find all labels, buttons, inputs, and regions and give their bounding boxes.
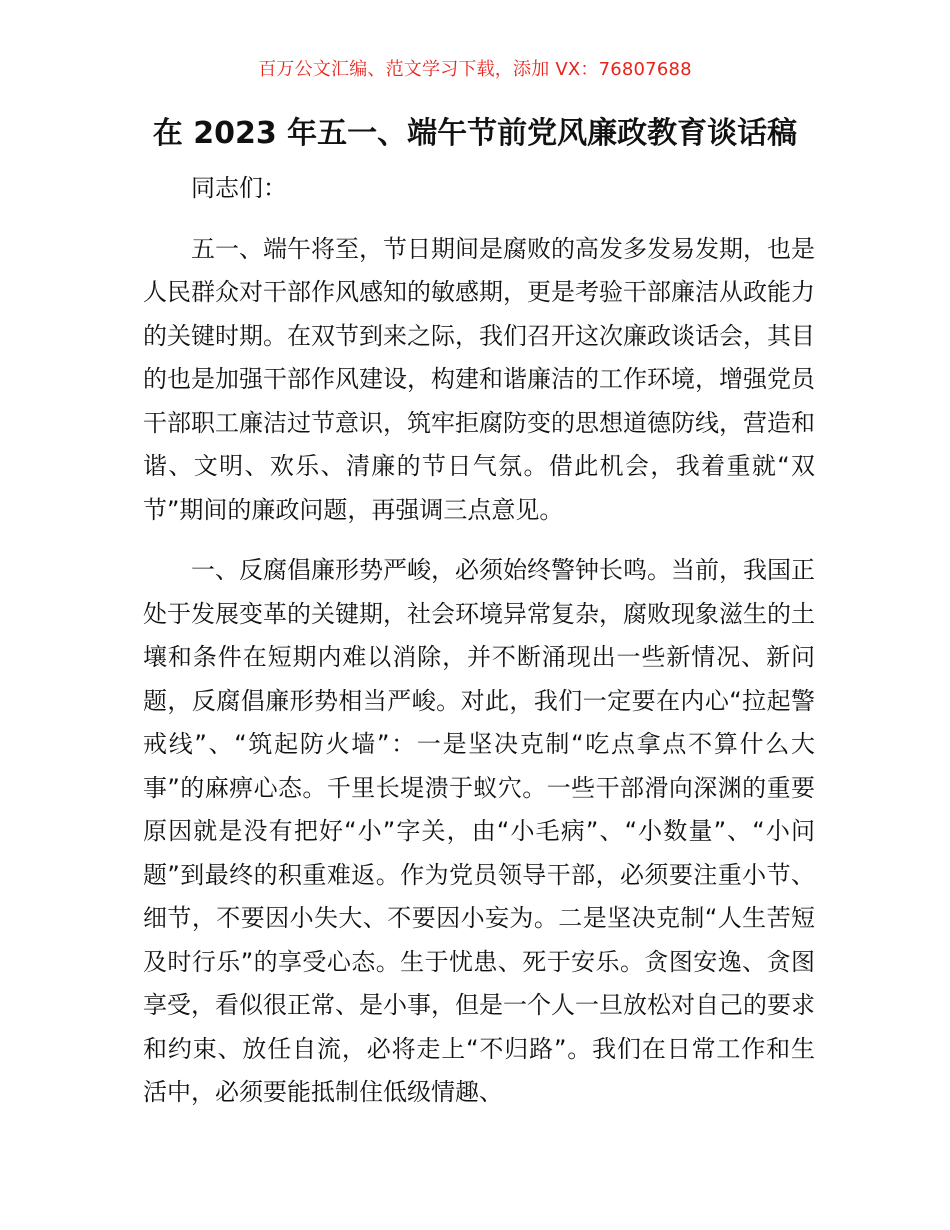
- salutation: 同志们：: [191, 174, 287, 202]
- document-title: 在 2023 年五一、端午节前党风廉政教育谈话稿: [152, 116, 798, 151]
- document-body: [143, 167, 815, 1132]
- body-paragraph-1: 五一、端午将至，节日期间是腐败的高发多发易发期，也是人民群众对干部作风感知的敏感期，更是考验干部廉洁从政能力的关键时期。在双节到来之际，我们召开这次廉政谈话会，其目的也是加强干部作风建设，构建和谐廉洁的工作环境，增强党员干部职工廉洁过节意识，筑牢拒腐防变的思想道德防线，营造和谐、文明、欢乐、清廉的节日气氛。借此机会，我着重就“双节”期间的廉政问题，再强调三点意见。: [143, 234, 815, 524]
- body-paragraph-2: 一、反腐倡廉形势严峻，必须始终警钟长鸣。当前，我国正处于发展变革的关键期，社会环境异常复杂，腐败现象滋生的土壤和条件在短期内难以消除，并不断涌现出一些新情况、新问题，反腐倡廉形势相当严峻。对此，我们一定要在内心“拉起警戒线”、“筑起防火墙”：一是坚决克制“吃点拿点不算什么大事”的麻痹心态。千里长堤溃于蚁穴。一些干部滑向深渊的重要原因就是没有把好“小”字关，由“小毛病”、“小数量”、“小问题”到最终的积重难返。作为党员领导干部，必须要注重小节、细节，不要因小失大、不要因小妄为。二是坚决克制“人生苦短及时行乐”的享受心态。生于忧患、死于安乐。贪图安逸、贪图享受，看似很正常、是小事，但是一个人一旦放松对自己的要求和约束、放任自流，必将走上“不归路”。我们在日常工作和生活中，必须要能抵制住低级情趣、: [143, 556, 815, 1106]
- header-contact-note: 百万公文汇编、范文学习下载，添加 VX：76807688: [258, 59, 692, 80]
